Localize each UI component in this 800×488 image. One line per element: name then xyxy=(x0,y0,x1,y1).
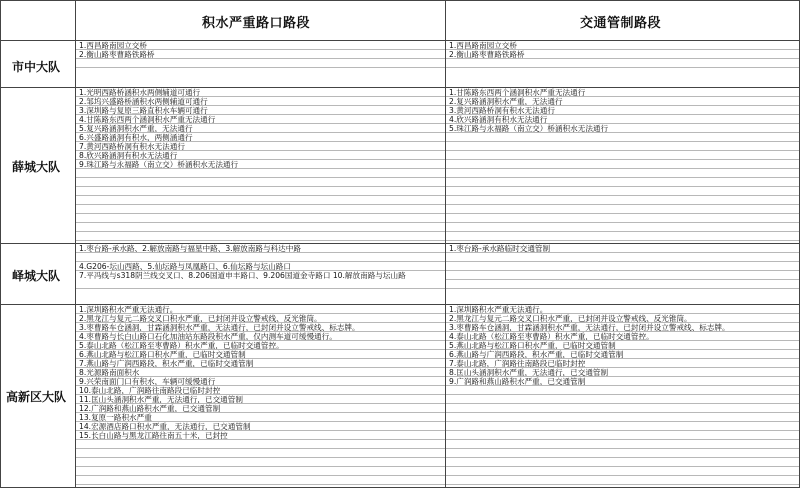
list-item: 2.黑龙江与复元二路交叉口积水严重，已封闭并设立警戒线、反光锥筒。 xyxy=(76,314,445,323)
list-item: 13.复原一路积水严重 xyxy=(76,413,445,422)
list-item xyxy=(76,187,445,196)
list-item: 1.西昌路南园立交桥 xyxy=(446,41,799,50)
list-item xyxy=(446,404,799,413)
list-item: 1.枣台路-承水路、2.解放南路与福星中路、3.解放南路与科达中路 xyxy=(76,244,445,253)
list-item xyxy=(446,467,799,476)
list-item xyxy=(446,458,799,467)
list-item: 4.泰山北路（松江路至枣曹路）积水严重，已临时交通管控。 xyxy=(446,332,799,341)
table-border-top xyxy=(0,0,800,1)
list-item: 2.复兴路涵洞积水严重，无法通行 xyxy=(446,97,799,106)
list-item xyxy=(446,440,799,449)
list-item: 4.G206-坛山西路、5.仙坛路与凤凰路口、6.仙坛路与坛山路口 xyxy=(76,262,445,271)
list-item xyxy=(76,449,445,458)
list-item xyxy=(446,271,799,280)
list-item xyxy=(446,262,799,271)
list-item xyxy=(446,232,799,241)
list-item: 1.甘陈路东西两个涵洞积水严重无法通行 xyxy=(446,88,799,97)
list-item xyxy=(76,196,445,205)
list-item: 5.燕山北路与松江路口积水严重，已临时交通管制 xyxy=(446,341,799,350)
list-item xyxy=(76,232,445,241)
list-item: 8.匡山头涵洞积水严重，无法通行，已交通管制 xyxy=(446,368,799,377)
header-controlled-title: 交通管制路段 xyxy=(580,16,662,31)
list-item: 10.泰山北路，广润路往南路段已临时封控 xyxy=(76,386,445,395)
list-item: 3.枣曹路车仓涵洞，甘霖涵洞积水严重，无法通行，已封闭并设立警戒线、标志牌。 xyxy=(446,323,799,332)
list-item xyxy=(446,160,799,169)
yicheng-flooded-list xyxy=(76,244,445,304)
list-item: 1.光明西路桥涵积水两侧辅道可通行 xyxy=(76,88,445,97)
gaoxin-flooded-list xyxy=(76,305,445,487)
list-item: 9.珠江路与永福路（南立交）桥涵积水无法通行 xyxy=(76,160,445,169)
list-item: 5.复兴路涵洞积水严重，无法通行 xyxy=(76,124,445,133)
team-label-xuecheng: 薛城大队 xyxy=(12,160,61,174)
list-item xyxy=(76,178,445,187)
xuecheng-flooded-list xyxy=(76,88,445,243)
list-item: 1.深圳路积水严重无法通行。 xyxy=(76,305,445,314)
list-item xyxy=(446,449,799,458)
list-item: 3.枣曹路车仓涵洞，甘霖涵洞积水严重，无法通行，已封闭并设立警戒线、标志牌。 xyxy=(76,323,445,332)
list-item: 15.长白山路与黑龙江路往南五十米，已封控 xyxy=(76,431,445,440)
list-item xyxy=(446,187,799,196)
list-item: 6.燕山北路与松江路口积水严重，已临时交通管制 xyxy=(76,350,445,359)
list-item: 6.兴盛路涵洞有积水，两侧涵通行 xyxy=(76,133,445,142)
list-item: 2.衡山路枣曹路铁路桥 xyxy=(446,50,799,59)
list-item xyxy=(446,196,799,205)
list-item: 3.深圳路与复原三路直积水车辆可通行 xyxy=(76,106,445,115)
list-item xyxy=(446,280,799,289)
list-item: 2.邹坞兴盛路桥涵积水两侧辅道可通行 xyxy=(76,97,445,106)
list-item xyxy=(446,386,799,395)
list-item: 7.燕山路与广润西路段，积水严重，已临时交通管制 xyxy=(76,359,445,368)
list-item xyxy=(446,431,799,440)
list-item xyxy=(446,223,799,232)
list-item xyxy=(446,214,799,223)
list-item xyxy=(446,205,799,214)
list-item: 14.宏源酒店路口积水严重，无法通行，已交通管制 xyxy=(76,422,445,431)
list-item: 1.西昌路南园立交桥 xyxy=(76,41,445,50)
list-item xyxy=(446,476,799,485)
list-item xyxy=(446,178,799,187)
list-item xyxy=(76,467,445,476)
list-item xyxy=(446,151,799,160)
list-item xyxy=(446,59,799,68)
header-flooded-title: 积水严重路口路段 xyxy=(202,16,311,31)
list-item: 2.衡山路枣曹路铁路桥 xyxy=(76,50,445,59)
list-item: 7.黄河西路桥洞有积水无法通行 xyxy=(76,142,445,151)
list-item: 2.黑龙江与复元二路交叉口积水严重，已封闭并设立警戒线、反光锥筒。 xyxy=(446,314,799,323)
list-item: 4.甘陈路东西两个涵洞积水严重无法通行 xyxy=(76,115,445,124)
team-label-yicheng: 峄城大队 xyxy=(12,269,61,283)
gaoxin-controlled-list xyxy=(446,305,799,487)
list-item xyxy=(76,476,445,485)
list-item xyxy=(446,422,799,431)
list-item xyxy=(446,133,799,142)
table-border-left xyxy=(0,0,1,488)
shizhong-controlled-list xyxy=(446,41,799,68)
list-item xyxy=(76,169,445,178)
list-item: 3.黄河西路桥洞有积水无法通行 xyxy=(446,106,799,115)
list-item: 5.泰山北路（松江路至枣曹路）积水严重，已临时交通管控。 xyxy=(76,341,445,350)
list-item xyxy=(76,205,445,214)
team-label-shizhong: 市中大队 xyxy=(12,60,61,74)
list-item xyxy=(446,413,799,422)
list-item xyxy=(446,253,799,262)
list-item xyxy=(446,395,799,404)
list-item xyxy=(446,142,799,151)
list-item xyxy=(76,59,445,68)
list-item: 9.广润路和燕山路积水严重，已交通管制 xyxy=(446,377,799,386)
list-item: 1.深圳路积水严重无法通行。 xyxy=(446,305,799,314)
list-item: 8.欣兴路涵洞有积水无法通行 xyxy=(76,151,445,160)
list-item: 8.光源路南面积水 xyxy=(76,368,445,377)
list-item: 4.欣兴路涵洞有积水无法通行 xyxy=(446,115,799,124)
list-item xyxy=(76,223,445,232)
list-item: 7.泰山北路，广润路往南路段已临时封控 xyxy=(446,359,799,368)
list-item xyxy=(76,214,445,223)
list-item xyxy=(76,440,445,449)
list-item: 5.珠江路与永福路（南立交）桥涵积水无法通行 xyxy=(446,124,799,133)
yicheng-controlled-list xyxy=(446,244,799,304)
team-label-gaoxin: 高新区大队 xyxy=(6,390,67,404)
list-item: 7.平冯线与s318阴兰线交叉口、8.206国道申丰路口、9.206国道金寺路口 10.解放南路与坛山路 xyxy=(76,271,445,289)
shizhong-flooded-list xyxy=(76,41,445,68)
list-item: 4.枣曹路与长白山路口石化加油站东路段积水严重，仅内测车道可缓慢通行。 xyxy=(76,332,445,341)
list-item xyxy=(76,458,445,467)
list-item: 11.匡山头涵洞积水严重，无法通行，已交通管制 xyxy=(76,395,445,404)
list-item: 6.燕山路与广润西路段，积水严重，已临时交通管制 xyxy=(446,350,799,359)
xuecheng-controlled-list xyxy=(446,88,799,243)
list-item xyxy=(76,253,445,262)
list-item: 1.枣台路-承水路临时交通管制 xyxy=(446,244,799,253)
list-item: 9.兴荣南面门口有积水，车辆可缓慢通行 xyxy=(76,377,445,386)
list-item xyxy=(446,169,799,178)
list-item: 12.广润路和燕山路积水严重，已交通管制 xyxy=(76,404,445,413)
